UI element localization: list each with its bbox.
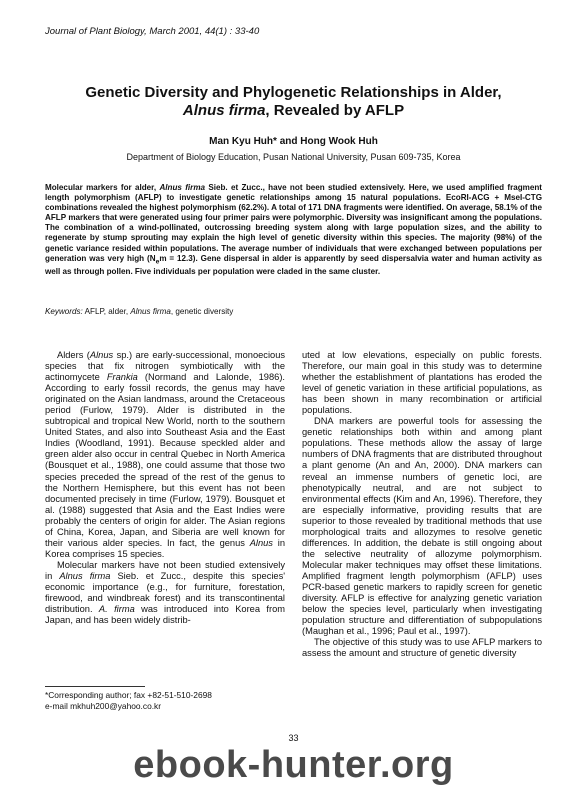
- footnote-divider: [45, 686, 145, 687]
- keywords-species: Alnus firma: [130, 307, 171, 316]
- page-number: 33: [288, 733, 299, 743]
- right-paragraph-1: uted at low elevations, especially on public forests. Therefore, our main goal in this study was to determine whether the establishment of plantations has eroded the level of genetic variation in these artificial populations, as has been shown in many recombination or artificial populations.: [302, 350, 542, 416]
- genus-name: Alnus: [249, 537, 273, 548]
- left-column: [45, 350, 285, 626]
- text: Sieb. et Zucc., despite this species' economic importance (e.g., for furniture, forestation, firewood, and windbreak forest) and its transcontinental distribution.: [45, 570, 286, 615]
- watermark-logo: ebook-hunter.org: [133, 744, 454, 786]
- footnote-fax: *Corresponding author; fax +82-51-510-2698: [45, 690, 212, 700]
- right-paragraph-3: The objective of this study was to use AFLP markers to assess the amount and structure of genetic diversity: [302, 637, 542, 659]
- abstract: [45, 183, 542, 277]
- title-species: Alnus firma: [182, 102, 266, 119]
- keywords-text-1: AFLP, alder,: [82, 307, 131, 316]
- abstract-text-3: m = 12.3). Gene dispersal in alder is apparently by seed dispersalvia water and human activity as well as through pollen. Five individuals per population were claded in the same cluster.: [45, 253, 542, 277]
- footnote-email: e-mail mkhuh200@yahoo.co.kr: [45, 700, 162, 711]
- title-line-2-rest: , Revealed by AFLP: [265, 102, 405, 119]
- keywords-text-2: , genetic diversity: [170, 307, 234, 316]
- authors: Man Kyu Huh* and Hong Wook Huh: [209, 136, 378, 147]
- text: was introduced into Korea from Japan, and has been widely distrib-: [45, 604, 285, 626]
- journal-citation: Journal of Plant Biology, March 2001, 44(1) : 33-40: [45, 26, 260, 37]
- left-paragraph-2: [45, 560, 285, 626]
- left-paragraph-1: [45, 350, 285, 560]
- right-column: [302, 350, 542, 659]
- abstract-text-1: Molecular markers for alder,: [45, 183, 160, 192]
- right-paragraph-2: DNA markers are powerful tools for assessing the genetic relationships both within and among plant populations. These methods allow the assay of large numbers of DNA fragments that are distributed throughout a plant genome (An and An, 2000). DNA markers can reveal an immense numbers of genetic loci, are phenotypically neutral, and are not subject to environmental effects (Kim and An, 1996). Therefore, they are especially informative, providing results that are superior to those revealed by traditional methods that use morphological traits and allozymes to resolve genetic differences. In addition, the debate is still ongoing about the selective neutrality of allozyme polymorphism. Molecular maker techniques may offset these limitations. Amplified fragment length polymorphism (AFLP) uses PCR-based genetic markers to rapidly screen for genetic diversity. AFLP is effective for analyzing genetic variation below the species level, particularly when investigating population structure and differentiation of subpopulations (Maughan et al., 1996; Paul et al., 1997).: [302, 416, 542, 637]
- species-name: Alnus firma: [59, 570, 111, 581]
- title-line-1: Genetic Diversity and Phylogenetic Relationships in Alder,: [85, 84, 502, 101]
- abstract-text-2: Sieb. et Zucc., have not been studied extensively. Here, we used amplified fragment length polymorphism (AFLP) to investigate genetic relationships among 15 natural populations. EcoRI-ACG + MseI-CTG combinations revealed the highest polymorphism (62.2%). A total of 171 DNA fragments were identified. On average, 58.1% of the AFLP markers that were generated using four primer pairs were polymorphic. Diversity was insignificant among the populations. The combination of a wind-pollinated, outcrossing breeding system along with large population sizes, and the ability to regenerate by stump sprouting may explain the high level of genetic diversity within this species. The majority (98%) of the genetic variance resided within populations. The average number of individuals that were exchanged between populations per generation was very high (N: [45, 183, 542, 263]
- keywords: [45, 307, 233, 316]
- text: sp.) are early-successional, monoecious species that fix nitrogen symbiotically with the actinomycete: [45, 350, 286, 383]
- affiliation: Department of Biology Education, Pusan National University, Pusan 609-735, Korea: [126, 152, 461, 162]
- title-line-2: [40, 102, 547, 120]
- genus-name: Frankia: [106, 372, 138, 383]
- text: Alders (: [57, 350, 90, 360]
- text: in Korea comprises 15 species.: [45, 537, 285, 559]
- abstract-species: Alnus firma: [159, 183, 206, 192]
- keywords-label: Keywords:: [45, 307, 83, 316]
- species-name: A. firma: [98, 604, 135, 615]
- paper-title: [40, 84, 547, 120]
- text: (Normand and Lalonde, 1986). According to early fossil records, the genus may have originated on the Asian landmass, around the Cretaceous period (Furlow, 1979). Alder is distributed in the subtropical and tropical New World, north to the southern United States, and also into Southeast Asia and the East Indies (Woodland, 1991). Because speckled alder and green alder also occur in central Quebec in North America (Bousquet et al., 1988), one could assume that those two species preceded the spread of the rest of the genus to the Northern Hemisphere, but this event has not been documented precisely in time (Furlow, 1979). Bousquet et al. (1988) suggested that Asia and the East Indies were probably the centers of origin for alder. The Asian regions of China, Korea, Japan, and Siberia are well known for their various alder species. In fact, the genus: [45, 372, 285, 548]
- footnote: [45, 690, 212, 711]
- genus-name: Alnus: [89, 350, 114, 360]
- abstract-subscript: e: [155, 258, 160, 266]
- text: Molecular markers have not been studied extensively in: [45, 559, 285, 581]
